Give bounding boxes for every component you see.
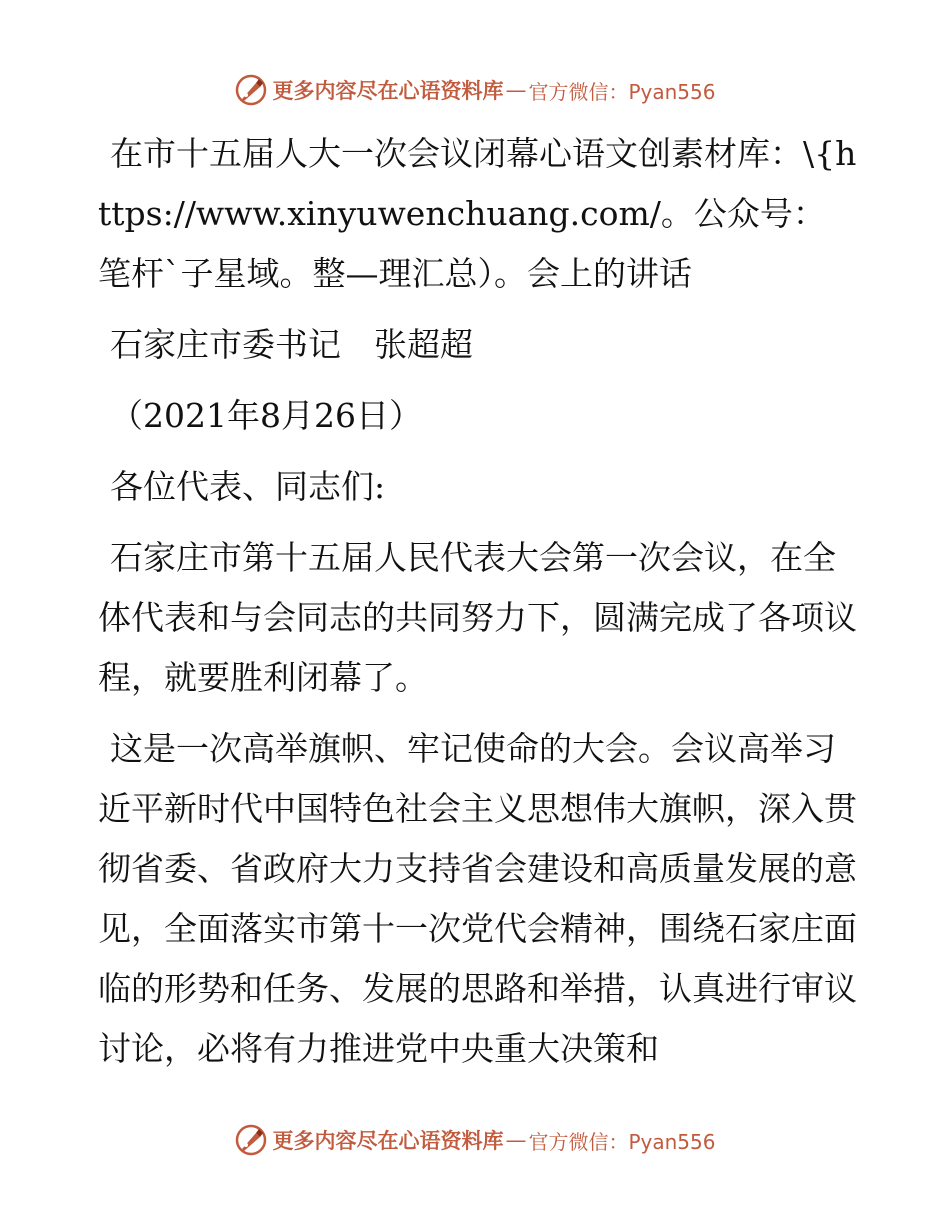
- banner-wechat-text: 官方微信：Pyan556: [528, 79, 716, 104]
- document-body: [98, 124, 858, 1090]
- document-date: （2021年8月26日）: [110, 396, 422, 435]
- banner-main-text: 更多内容尽在心语资料库: [272, 78, 504, 103]
- banner-main-text: 更多内容尽在心语资料库: [272, 1128, 504, 1153]
- document-salutation: 各位代表、同志们:: [110, 467, 386, 506]
- pen-nib-logo-icon: [234, 73, 268, 107]
- document-title: 在市十五届人大一次会议闭幕心语文创素材库：\{https://www.xinyuwenchuang.com/。公众号：笔杆`子星域。整—理汇总）。会上的讲话: [98, 134, 857, 293]
- footer-watermark-banner: [0, 1120, 950, 1160]
- banner-dash: —: [505, 1128, 527, 1152]
- document-author: 石家庄市委书记 张超超: [110, 325, 473, 364]
- pen-nib-logo-icon: [234, 1123, 268, 1157]
- document-paragraph-2: 这是一次高举旗帜、牢记使命的大会。会议高举习近平新时代中国特色社会主义思想伟大旗帜，深入贯彻省委、省政府大力支持省会建设和高质量发展的意见，全面落实市第十一次党代会精神，围绕石家庄面临的形势和任务、发展的思路和举措，认真进行审议讨论，必将有力推进党中央重大决策和: [98, 729, 857, 1068]
- banner-dash: —: [505, 78, 527, 102]
- banner-wechat-text: 官方微信：Pyan556: [528, 1129, 716, 1154]
- header-watermark-banner: [0, 70, 950, 110]
- document-paragraph-1: 石家庄市第十五届人民代表大会第一次会议，在全体代表和与会同志的共同努力下，圆满完成了各项议程，就要胜利闭幕了。: [98, 538, 857, 697]
